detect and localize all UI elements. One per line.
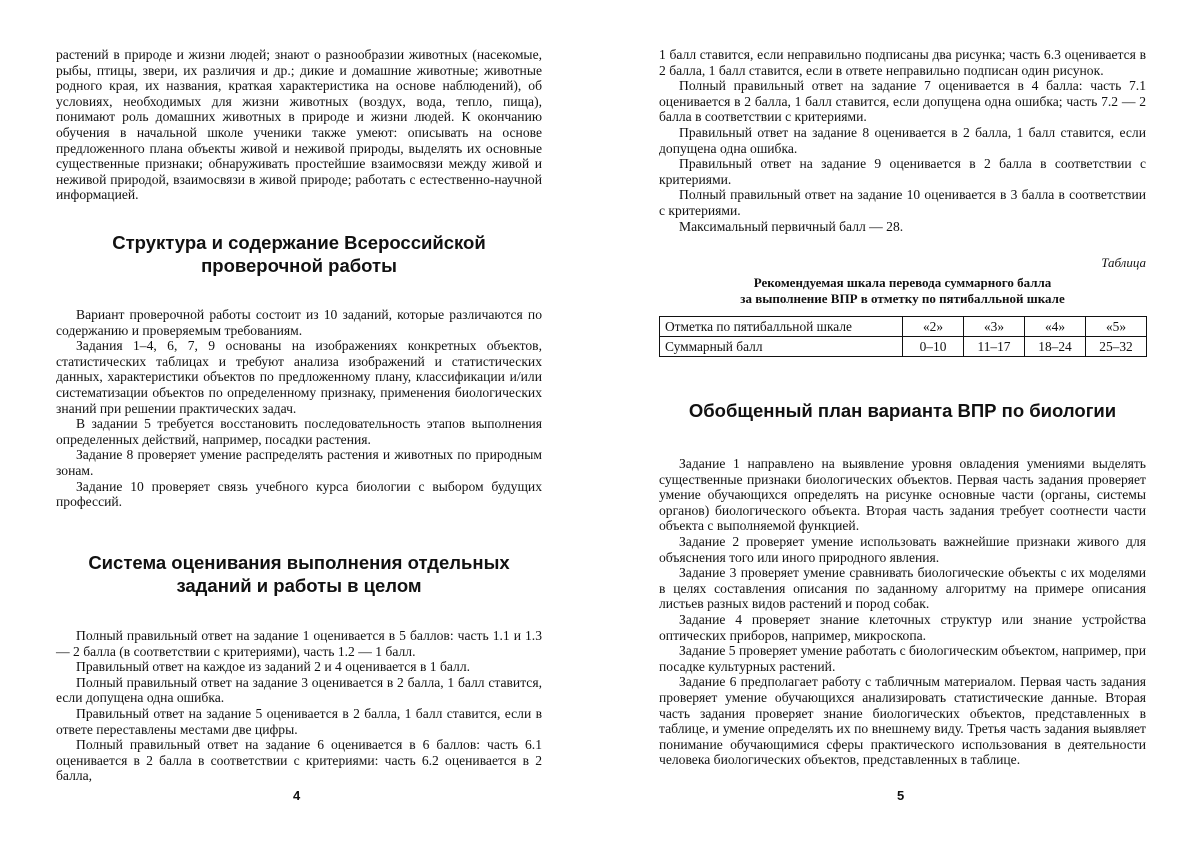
page-number: 4 — [293, 788, 301, 803]
table-cell: «2» — [903, 317, 964, 337]
paragraph: Полный правильный ответ на задание 3 оценивается в 2 балла, 1 балл ставится, если допущена одна ошибка. — [56, 674, 542, 706]
table-cell: Суммарный балл — [660, 337, 903, 357]
grading-text — [56, 628, 542, 784]
table-cell: 11–17 — [964, 337, 1025, 357]
table-caption-line: Рекомендуемая шкала перевода суммарного балла — [753, 275, 1052, 290]
paragraph: Полный правильный ответ на задание 10 оценивается в 3 балла в соответствии с критериями. — [659, 187, 1146, 218]
paragraph: Задание 10 проверяет связь учебного курса биологии с выбором будущих профессий. — [56, 478, 542, 510]
table-cell: Отметка по пятибалльной шкале — [660, 317, 903, 337]
paragraph: Задание 6 предполагает работу с табличным материалом. Первая часть задания проверяет умение обучающихся анализировать статистические данные. Вторая часть задания проверяет знание биологических объектов, представленных в таблице, и умение определять их по внешнему виду. Третья часть задания выявляет понимание обучающимися сферы практического использования в деятельности человека биологических объектов, представленных в таблице. — [659, 674, 1146, 768]
paragraph: растений в природе и жизни людей; знают о разнообразии животных (насекомые, рыбы, птицы, звери, их различия и др.; дикие и домашние животные; животные родного края, их названия, краткая характеристика на основе наблюдений), об условиях, необходимых для жизни животных (воздух, вода, тепло, пища), понимают роль домашних животных в природе и жизни людей. К окончанию обучения в начальной школе ученики также умеют: описывать на основе предложенного плана объекты живой и неживой природы, выделять их основные существенные признаки; обнаруживать простейшие взаимосвязи между живой и неживой природой, взаимосвязи в живой природе; работать с естественно-научной информацией. — [56, 47, 542, 203]
paragraph: Задания 1–4, 6, 7, 9 основаны на изображениях конкретных объектов, статистических таблицах и требуют анализа изображений и статистических данных, характеристики объектов по предложенному плану, классификации и/или систематизации объектов по определенному признаку, применения биологических знаний при решении практических задач. — [56, 338, 542, 416]
table-cell: «4» — [1025, 317, 1086, 337]
paragraph: Правильный ответ на задание 8 оценивается в 2 балла, 1 балл ставится, если допущена одна ошибка. — [659, 124, 1146, 156]
grading-heading: Система оценивания выполнения отдельных заданий и работы в целом — [88, 552, 510, 596]
plan-heading: Обобщенный план варианта ВПР по биологии — [688, 400, 1117, 421]
structure-heading: Структура и содержание Всероссийской проверочной работы — [112, 232, 486, 276]
paragraph: Вариант проверочной работы состоит из 10 заданий, которые различаются по содержанию и проверяемым требованиям. — [56, 307, 542, 338]
paragraph: Полный правильный ответ на задание 7 оценивается в 4 балла: часть 7.1 оценивается в 2 балла, 1 балл ставится, если допущена одна ошибка; часть 7.2 — 2 балла в соответствии с критериями. — [659, 78, 1146, 125]
paragraph: Задание 3 проверяет умение сравнивать биологические объекты с их моделями в целях составления описания по заданному алгоритму на примере описания листьев разных видов растений и пород собак. — [659, 565, 1146, 612]
paragraph: 1 балл ставится, если неправильно подписаны два рисунка; часть 6.3 оценивается в 2 балла, 1 балл ставится, если в ответе неправильно подписан один рисунок. — [659, 47, 1146, 78]
table-cell: 25–32 — [1086, 337, 1147, 357]
paragraph: Полный правильный ответ на задание 6 оценивается в 6 баллов: часть 6.1 оценивается в 2 балла в соответствии с критериями: часть 6.2 оценивается в 2 балла, — [56, 737, 542, 784]
paragraph: Задание 8 проверяет умение распределять растения и животных по природным зонам. — [56, 447, 542, 478]
table-cell: «5» — [1086, 317, 1147, 337]
paragraph: Правильный ответ на каждое из заданий 2 и 4 оценивается в 1 балл. — [76, 659, 470, 675]
plan-text — [659, 456, 1146, 768]
table-row — [660, 317, 1147, 337]
intro-text — [56, 47, 542, 203]
table-cell: 0–10 — [903, 337, 964, 357]
paragraph: Задание 5 проверяет умение работать с биологическим объектом, например, при посадке культурных растений. — [659, 643, 1146, 674]
table-caption-line: за выполнение ВПР в отметку по пятибалльной шкале — [740, 291, 1065, 306]
paragraph: В задании 5 требуется восстановить последовательность этапов выполнения определенных действий, например, посадки растения. — [56, 416, 542, 447]
paragraph: Задание 2 проверяет умение использовать важнейшие признаки живого для объяснения того или иного природного явления. — [659, 533, 1146, 565]
grade-scale-table — [659, 316, 1147, 357]
grading-continued-text — [659, 47, 1146, 234]
structure-text — [56, 307, 542, 510]
paragraph: Правильный ответ на задание 9 оценивается в 2 балла в соответствии с критериями. — [659, 156, 1146, 187]
table-caption — [659, 275, 1146, 307]
table-row — [660, 337, 1147, 357]
table-label: Таблица — [1101, 255, 1146, 270]
paragraph: Задание 4 проверяет знание клеточных структур или знание устройства оптических приборов, например, микроскопа. — [659, 611, 1146, 643]
paragraph: Максимальный первичный балл — 28. — [679, 218, 904, 234]
page-number: 5 — [897, 788, 905, 803]
paragraph: Полный правильный ответ на задание 1 оценивается в 5 баллов: часть 1.1 и 1.3 — 2 балла (в соответствии с критериями), часть 1.2 — 1 балл. — [56, 628, 542, 659]
paragraph: Правильный ответ на задание 5 оценивается в 2 балла, 1 балл ставится, если в ответе переставлены местами две цифры. — [56, 705, 542, 737]
table-cell: «3» — [964, 317, 1025, 337]
paragraph: Задание 1 направлено на выявление уровня овладения умениями выделять существенные признаки биологических объектов. Первая часть задания проверяет умение обучающихся определять на рисунке основные части (органы, системы органов) биологического объекта. Вторая часть задания требует соотнести части объекта с выполняемой функцией. — [659, 456, 1146, 534]
table-cell: 18–24 — [1025, 337, 1086, 357]
right-page — [600, 0, 1200, 866]
